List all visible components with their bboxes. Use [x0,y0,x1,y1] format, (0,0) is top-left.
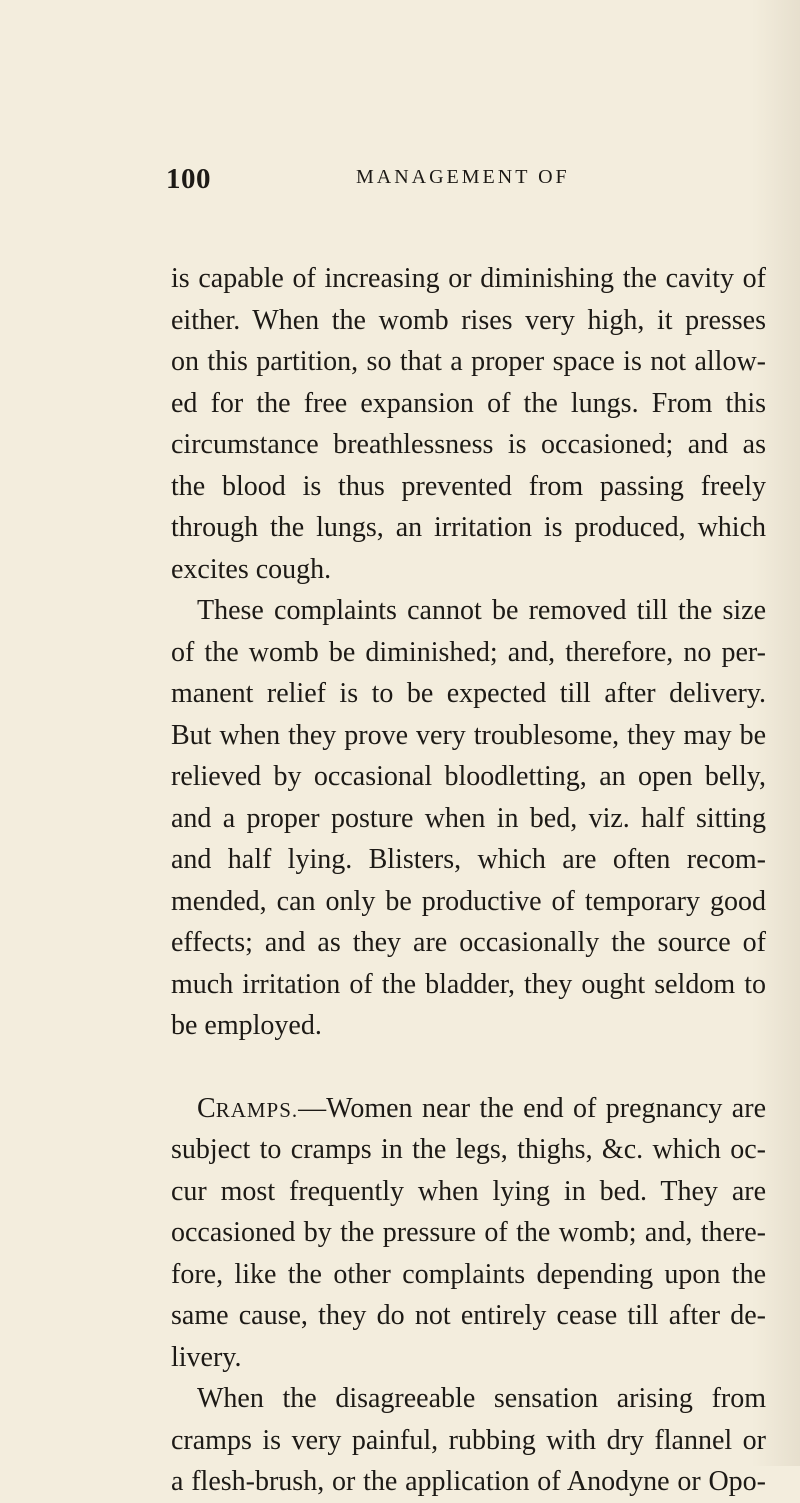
text-line: circumstance breathlessness is occasioned; and as [171,429,766,460]
text-line: effects; and as they are occasionally the source of [171,927,766,958]
text-line: and a proper posture when in bed, viz. half sitting [171,802,766,834]
text-line: a flesh-brush, or the application of Anodyne or Opo- [171,1466,766,1497]
text-line: mended, can only be productive of temporary good [171,885,766,917]
text-line: be employed. [171,1010,322,1041]
text-line: cur most frequently when lying in bed. They are [171,1175,766,1207]
text-line: When the disagreeable sensation arising from [197,1383,766,1414]
text-line: excites cough. [171,553,332,585]
page-header [166,163,726,199]
text-line: the blood is thus prevented from passing freely [171,470,766,502]
text-line: same cause, they do not entirely cease till after de- [171,1300,766,1331]
text-line: fore, like the other complaints depending upon the [171,1258,766,1290]
text-line: on this partition, so that a proper space is not allow- [171,346,766,377]
page-number: 100 [166,163,211,195]
text-line: ed for the free expansion of the lungs. From this [171,387,766,419]
text-line: occasioned by the pressure of the womb; and, there- [171,1217,766,1248]
text-line: and half lying. Blisters, which are often recom- [171,844,766,875]
body-text [171,258,766,1503]
text-line: These complaints cannot be removed till the size [197,595,766,626]
text-line: is capable of increasing or diminishing the cavity of [171,263,766,294]
text-line: But when they prove very troublesome, they may be [171,719,766,751]
section-heading [197,1093,298,1124]
text-line: livery. [171,1341,242,1373]
heading-small-caps: RAMPS. [215,1097,299,1122]
running-head: MANAGEMENT OF [356,166,570,188]
section-first-line [171,1088,766,1130]
paragraph-gap [171,1047,766,1088]
first-line-text: —Women near the end of pregnancy are [298,1092,766,1124]
text-line: much irritation of the bladder, they ought seldom to [171,968,766,1000]
text-line: through the lungs, an irritation is produced, which [171,512,766,543]
text-line: subject to cramps in the legs, thighs, &c. which oc- [171,1134,766,1165]
text-line: of the womb be diminished; and, therefore, no per- [171,636,766,668]
heading-initial: C [197,1092,216,1124]
text-line: manent relief is to be expected till after delivery. [171,678,766,709]
text-line: either. When the womb rises very high, it presses [171,304,766,336]
text-line: cramps is very painful, rubbing with dry flannel or [171,1424,766,1456]
text-line: relieved by occasional bloodletting, an open belly, [171,761,766,792]
